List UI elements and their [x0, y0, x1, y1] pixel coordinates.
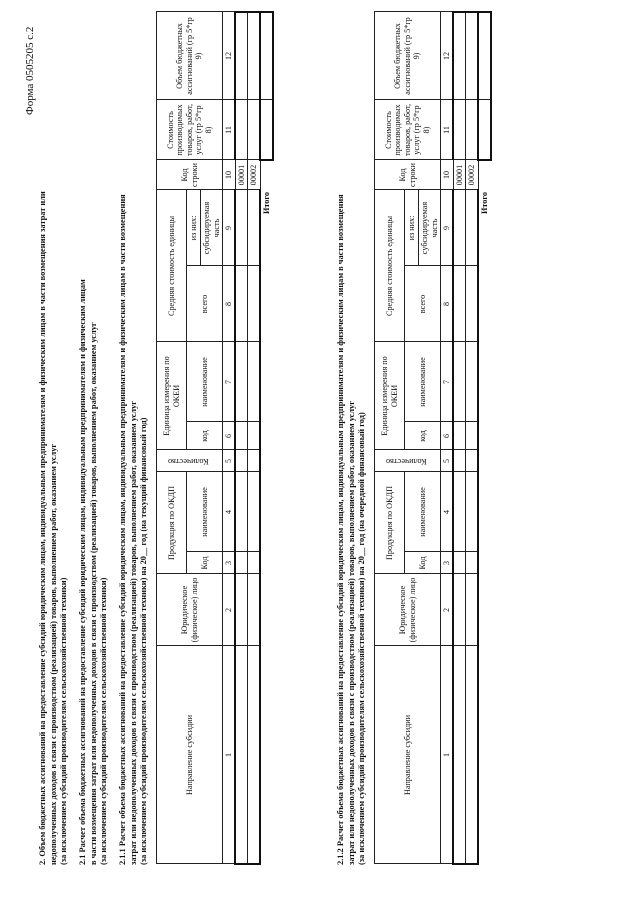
cell-cost[interactable] — [248, 100, 261, 160]
cell-cost[interactable] — [466, 100, 479, 160]
section-2-line: 2. Объем бюджетных ассигнований на предоставление субсидий юридическим лицам, индивидуальным предпринимателям и физическим лицам в части возмещения затрат или — [38, 191, 47, 865]
cell-subsidized-part[interactable] — [466, 190, 479, 266]
calc-table-current-year — [156, 11, 274, 865]
col-num: 2 — [441, 574, 454, 646]
header-unit-name: наименование — [187, 342, 223, 422]
header-avg-total: всего — [187, 266, 223, 342]
table-row — [235, 12, 248, 864]
total-label-text: Итого — [262, 192, 272, 214]
section-2-heading — [38, 191, 70, 865]
cell-direction[interactable] — [248, 646, 261, 864]
header-volume: Объем бюджетных ассигнований (гр 5*гр 9) — [157, 12, 223, 100]
col-num: 1 — [441, 646, 454, 864]
cell-total-row-code — [478, 160, 491, 190]
header-direction: Направление субсидии — [375, 646, 441, 864]
section-2-1-2-line: (за исключением субсидий производителям сельскохозяйственной техники) на 20__ год (на очередной финансовый год) — [357, 412, 366, 865]
header-direction: Направление субсидии — [157, 646, 223, 864]
section-2-line: (за исключением субсидий производителям сельскохозяйственной техники) — [59, 577, 68, 865]
col-num: 6 — [441, 422, 454, 450]
header-of-which: из них: — [405, 190, 419, 266]
col-num: 10 — [223, 160, 236, 190]
table-row — [453, 12, 466, 864]
col-num: 2 — [223, 574, 236, 646]
col-num: 7 — [223, 342, 236, 422]
cell-row-code: 00001 — [235, 160, 248, 190]
total-row — [260, 12, 273, 864]
col-num: 4 — [223, 472, 236, 552]
header-legal-entity: Юридическое (физическое) лицо — [375, 574, 441, 646]
cell-product-name[interactable] — [453, 472, 466, 552]
section-2-1-line: 2.1 Расчет объема бюджетных ассигнований на предоставление субсидий юридическим лицам, индивидуальным предпринимателям и физическим лицам — [78, 279, 87, 865]
cell-legal-entity[interactable] — [235, 574, 248, 646]
cell-product-code[interactable] — [453, 552, 466, 574]
section-2-1-1-line: затрат или недополученных доходов в связи с производством (реализацией) товаров, выполнением работ, оказанием услуг — [128, 400, 138, 865]
col-num: 4 — [441, 472, 454, 552]
col-num: 3 — [223, 552, 236, 574]
cell-unit-name[interactable] — [235, 342, 248, 422]
total-label — [260, 190, 273, 864]
header-of-which: из них: — [187, 190, 201, 266]
cell-total-volume[interactable] — [478, 12, 491, 100]
section-2-1-2-line: 2.1.2 Расчет объема бюджетных ассигнований на предоставление субсидий юридическим лицам, индивидуальным предпринимателям и физическим лицам в части возмещения — [336, 194, 345, 865]
col-num: 10 — [441, 160, 454, 190]
col-num: 5 — [223, 450, 236, 472]
cell-total-cost[interactable] — [260, 100, 273, 160]
header-unit-okei: Единица измерения по ОКЕИ — [375, 342, 405, 450]
cell-avg-total[interactable] — [248, 266, 261, 342]
header-product-code: Код — [187, 552, 223, 574]
header-subsidized-part: субсидируемая часть — [419, 190, 441, 266]
cell-product-code[interactable] — [248, 552, 261, 574]
section-2-1-2-line: затрат или недополученных доходов в связи с производством (реализацией) товаров, выполнением работ, оказанием услуг — [346, 400, 356, 865]
cell-direction[interactable] — [235, 646, 248, 864]
col-num: 11 — [223, 100, 236, 160]
col-num: 11 — [441, 100, 454, 160]
header-avg-total: всего — [405, 266, 441, 342]
col-num: 12 — [441, 12, 454, 100]
col-num: 7 — [441, 342, 454, 422]
col-num: 8 — [223, 266, 236, 342]
header-product-okdp: Продукция по ОКДП — [375, 472, 405, 574]
section-2-1-line: в части возмещения затрат или недополученных доходов в связи с производством (реализацией) товаров, выполнением работ, оказанием услуг — [88, 322, 98, 865]
cell-volume[interactable] — [248, 12, 261, 100]
cell-volume[interactable] — [466, 12, 479, 100]
cell-avg-total[interactable] — [466, 266, 479, 342]
col-num: 5 — [441, 450, 454, 472]
cell-subsidized-part[interactable] — [235, 190, 248, 266]
cell-total-cost[interactable] — [478, 100, 491, 160]
cell-product-name[interactable] — [248, 472, 261, 552]
header-product-okdp: Продукция по ОКДП — [157, 472, 187, 574]
header-cost: Стоимость производимых товаров, работ, услуг (гр 5*гр 8) — [375, 100, 441, 160]
total-label-text: Итого — [480, 192, 490, 214]
col-num: 3 — [441, 552, 454, 574]
cell-volume[interactable] — [235, 12, 248, 100]
cell-product-name[interactable] — [466, 472, 479, 552]
cell-product-code[interactable] — [235, 552, 248, 574]
header-volume: Объем бюджетных ассигнований (гр 5*гр 9) — [375, 12, 441, 100]
cell-row-code: 00002 — [248, 160, 261, 190]
form-number: Форма 0505205 с.2 — [24, 26, 36, 115]
header-row-code: Код строки — [375, 160, 441, 190]
total-label — [478, 190, 491, 864]
header-product-name: наименование — [187, 472, 223, 552]
col-num: 9 — [441, 190, 454, 266]
cell-direction[interactable] — [466, 646, 479, 864]
cell-unit-code[interactable] — [248, 422, 261, 450]
cell-unit-code[interactable] — [466, 422, 479, 450]
cell-quantity[interactable] — [248, 450, 261, 472]
cell-total-row-code — [260, 160, 273, 190]
section-2-1-1-heading — [118, 194, 150, 865]
cell-cost[interactable] — [453, 100, 466, 160]
cell-row-code: 00002 — [466, 160, 479, 190]
cell-product-code[interactable] — [466, 552, 479, 574]
cell-unit-name[interactable] — [453, 342, 466, 422]
section-2-line: недополученных доходов в связи с производством (реализацией) товаров, выполнением работ, оказанием услуг — [48, 443, 58, 865]
header-quantity-text: Количество — [167, 456, 209, 466]
total-row — [478, 12, 491, 864]
cell-unit-name[interactable] — [248, 342, 261, 422]
cell-legal-entity[interactable] — [453, 574, 466, 646]
cell-row-code: 00001 — [453, 160, 466, 190]
cell-legal-entity[interactable] — [248, 574, 261, 646]
header-cost: Стоимость производимых товаров, работ, услуг (гр 5*гр 8) — [157, 100, 223, 160]
section-2-1-1-line: 2.1.1 Расчет объема бюджетных ассигнований на предоставление субсидий юридическим лицам, индивидуальным предпринимателям и физическим лицам в части возмещения — [118, 194, 127, 865]
cell-product-name[interactable] — [235, 472, 248, 552]
header-row-code: Код строки — [157, 160, 223, 190]
section-2-1-heading — [78, 279, 110, 865]
header-unit-code: код — [187, 422, 223, 450]
header-unit-okei: Единица измерения по ОКЕИ — [157, 342, 187, 450]
section-2-1-line: (за исключением субсидий производителям сельскохозяйственной техники) — [99, 577, 108, 865]
header-subsidized-part: субсидируемая часть — [201, 190, 223, 266]
cell-subsidized-part[interactable] — [248, 190, 261, 266]
cell-unit-name[interactable] — [466, 342, 479, 422]
cell-subsidized-part[interactable] — [453, 190, 466, 266]
table-row — [466, 12, 479, 864]
col-num: 6 — [223, 422, 236, 450]
section-2-1-2-heading — [336, 194, 368, 865]
header-quantity-text: Количество — [385, 456, 427, 466]
cell-cost[interactable] — [235, 100, 248, 160]
cell-unit-code[interactable] — [453, 422, 466, 450]
header-quantity — [375, 450, 441, 472]
header-legal-entity: Юридическое (физическое) лицо — [157, 574, 223, 646]
col-num: 1 — [223, 646, 236, 864]
cell-avg-total[interactable] — [453, 266, 466, 342]
cell-total-volume[interactable] — [260, 12, 273, 100]
col-num: 8 — [441, 266, 454, 342]
cell-direction[interactable] — [453, 646, 466, 864]
col-num: 12 — [223, 12, 236, 100]
cell-legal-entity[interactable] — [466, 574, 479, 646]
cell-quantity[interactable] — [453, 450, 466, 472]
cell-avg-total[interactable] — [235, 266, 248, 342]
col-num: 9 — [223, 190, 236, 266]
cell-volume[interactable] — [453, 12, 466, 100]
header-product-name: наименование — [405, 472, 441, 552]
table-row — [248, 12, 261, 864]
header-unit-name: наименование — [405, 342, 441, 422]
cell-unit-code[interactable] — [235, 422, 248, 450]
section-2-1-1-line: (за исключением субсидий производителям сельскохозяйственной техники) на 20__ год (на текущий финансовый год) — [139, 417, 148, 865]
header-avg-cost: Средняя стоимость единицы — [375, 190, 405, 342]
header-product-code: Код — [405, 552, 441, 574]
cell-quantity[interactable] — [466, 450, 479, 472]
header-quantity — [157, 450, 223, 472]
header-unit-code: код — [405, 422, 441, 450]
calc-table-next-year — [374, 11, 492, 865]
cell-quantity[interactable] — [235, 450, 248, 472]
header-avg-cost: Средняя стоимость единицы — [157, 190, 187, 342]
